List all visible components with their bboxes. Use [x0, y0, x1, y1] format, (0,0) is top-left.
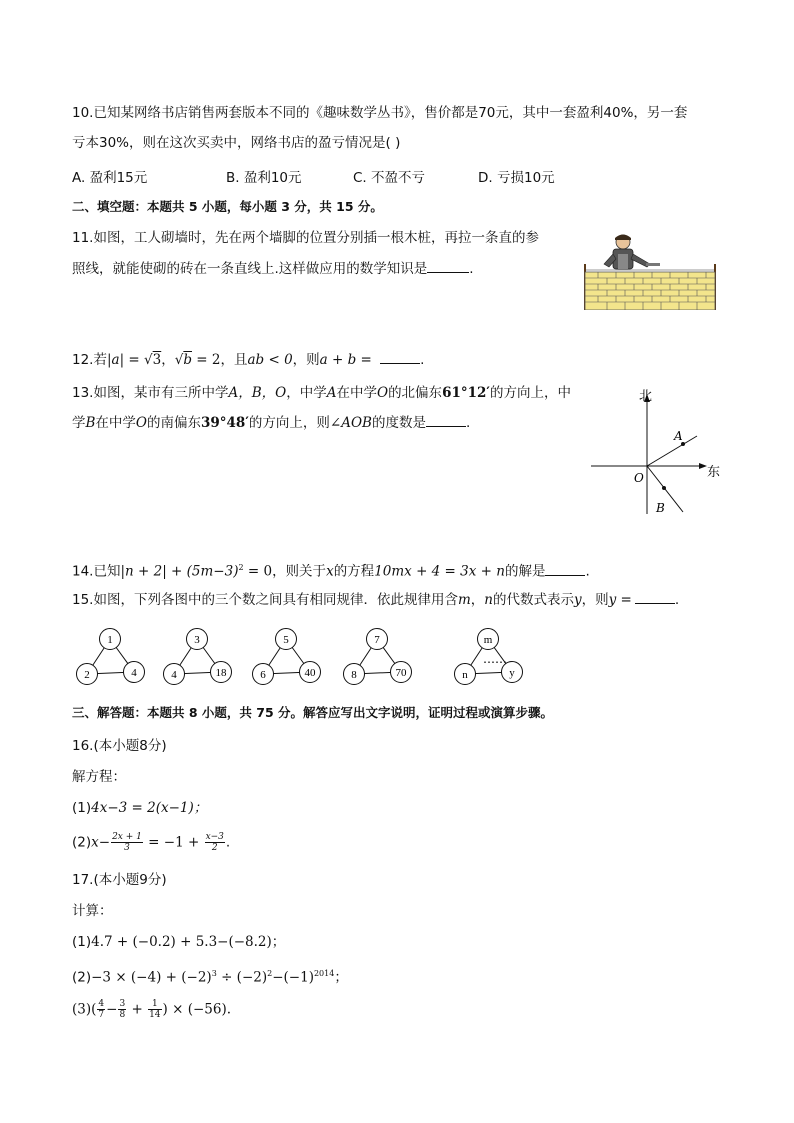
q17-part2	[72, 965, 348, 987]
east-label: 东	[707, 465, 721, 480]
q15-text-a: 15.如图，下列各图中的三个数之间具有相同规律．依此规律用含	[72, 592, 458, 608]
q17-part2-exp3: 2014	[313, 969, 335, 978]
q11-line2-text: 照线，就能使砌的砖在一条直线上.这样做应用的数学知识是	[72, 261, 428, 277]
triangle-pattern-figure	[70, 624, 540, 692]
q17-part3-end: ) × (−56).	[162, 1001, 232, 1018]
q14-text-d: ，则关于	[272, 563, 327, 580]
q15-var-n: n	[484, 592, 493, 608]
pattern-triangle-3	[253, 629, 321, 685]
q13-angle-aob: ∠AOB	[329, 415, 372, 431]
q15-line: 15.如图，下列各图中的三个数之间具有相同规律．依此规律用含m，n的代数式表示y，则y = .	[72, 592, 680, 608]
q17-minus: −	[106, 1001, 118, 1018]
q17-fraction3	[148, 999, 161, 1020]
q10-option-b: B. 盈利10元	[226, 170, 302, 186]
q14-answer-blank	[545, 563, 585, 576]
triangle-node-left-label: 8	[351, 669, 357, 681]
q15-answer-blank	[635, 591, 675, 604]
q17-frac2-numerator: 3	[119, 999, 126, 1009]
q16-title: 16.(本小题8分)	[72, 738, 167, 754]
triangle-node-left-label: 6	[260, 669, 266, 681]
section3-heading: 三、解答题：本题共 8 小题，共 75 分。解答应写出文字说明，证明过程或演算步骤。	[72, 705, 554, 720]
q10-option-d: D. 亏损10元	[478, 170, 555, 186]
q14-eq0: = 0	[243, 563, 273, 580]
q13-school-o2: O	[135, 415, 147, 431]
north-label: 北	[639, 389, 653, 404]
q12-condition: ab < 0	[247, 352, 293, 368]
q13-text-1h: 的方向上，中	[489, 385, 571, 401]
q12-expression: a + b =	[319, 352, 377, 368]
q10-line1: 10.已知某网络书店销售两套版本不同的《趣味数学丛书》，售价都是70元，其中一套盈利40%，另一套	[72, 105, 688, 121]
q17-plus: +	[127, 1001, 148, 1018]
q16-part2	[72, 832, 230, 853]
q17-frac3-denominator: 14	[149, 1010, 161, 1020]
q15-var-y: y	[573, 592, 582, 608]
pattern-triangle-1	[77, 629, 145, 685]
compass-diagram	[585, 380, 725, 520]
q12-sqrt3: √3	[144, 352, 162, 368]
q14-exponent: 2	[238, 563, 244, 572]
q17-frac2-denominator: 8	[119, 1010, 126, 1020]
q16-frac2-denominator: 2	[211, 843, 218, 853]
q11-answer-blank	[427, 260, 469, 273]
q17-part1-expression: 4.7 + (−0.2) + 5.3−(−8.2)；	[91, 934, 286, 950]
triangle-node-right-label: 4	[131, 667, 137, 679]
q13-angle2: 39°48′	[201, 415, 249, 431]
triangle-node-right-label: y	[509, 667, 515, 679]
pattern-ellipsis: ……	[483, 652, 507, 666]
q17-part1	[72, 933, 285, 951]
q17-part2-label: (2)	[72, 969, 92, 986]
q17-part3-label: (3)(	[72, 1001, 97, 1018]
section2-heading: 二、填空题：本题共 5 小题，每小题 3 分，共 15 分。	[72, 199, 383, 214]
q12-abs-a: |a| =	[106, 352, 145, 368]
q14-text-h: 的解是	[504, 563, 546, 580]
q12-sqrt3-radicand: 3	[152, 352, 162, 368]
q17-fraction2	[118, 999, 126, 1020]
q14-text-a: 14.已知	[72, 563, 121, 580]
q15-var-m: m	[457, 592, 471, 608]
q16-fraction2	[205, 832, 225, 853]
label-a: A	[674, 429, 683, 443]
q16-part2-x: x−	[91, 834, 111, 851]
q12-prefix: 12.若	[72, 352, 107, 368]
triangle-node-right-label: 70	[395, 667, 407, 679]
q11-line2: 照线，就能使砌的砖在一条直线上.这样做应用的数学知识是 .	[72, 261, 474, 277]
q17-part2-exp2: 2	[267, 969, 273, 978]
q10-option-c: C. 不盈不亏	[353, 170, 426, 186]
q13-text-2a: 学	[72, 415, 86, 431]
triangle-node-top-label: m	[483, 634, 493, 646]
triangle-node-left-label: n	[462, 669, 468, 681]
q15-text-c: ，	[470, 592, 485, 608]
q13-school-o: O	[376, 385, 389, 401]
triangle-node-top-label: 3	[194, 634, 200, 646]
q17-instruction: 计算：	[72, 903, 113, 919]
label-b: B	[656, 501, 665, 515]
q13-text-2h: 的度数是	[371, 415, 426, 431]
q13-text-1a: 13.如图，某市有三所中学	[72, 385, 229, 401]
q13-line2: 学B在中学O的南偏东39°48′的方向上，则∠AOB的度数是 .	[72, 415, 471, 431]
q16-frac1-denominator: 3	[124, 843, 130, 853]
pattern-triangle-4	[344, 629, 412, 685]
q16-frac1-numerator: 2x + 1	[112, 832, 142, 842]
q12-eq2: = 2，且	[192, 352, 248, 368]
q13-answer-blank	[426, 414, 466, 427]
ray-oa	[647, 436, 697, 466]
q11-line1: 11.如图，工人砌墙时，先在两个墙脚的位置分别插一根木桩，再拉一条直的参	[72, 230, 539, 246]
q13-text-1g: 的北偏东	[388, 385, 443, 401]
q16-part1-equation: 4x−3 = 2(x−1)；	[91, 800, 208, 816]
q17-frac1-denominator: 7	[98, 1010, 105, 1020]
q17-part3	[72, 999, 231, 1020]
q13-text-2c: 在中学	[95, 415, 136, 431]
q14-line: 14.已知$|n + 2| + (5m-3)^2 = 0$，则关于x的方程10mx + 4 = 3x + n的解是 .	[72, 563, 590, 580]
q17-frac1-numerator: 4	[98, 999, 105, 1009]
q10-line2: 亏本30%，则在这次买卖中，网络书店的盈亏情况是( )	[72, 135, 401, 151]
q10-option-a: A. 盈利15元	[72, 170, 148, 186]
q12-sqrtb: √b	[174, 352, 192, 368]
brick-wall	[585, 272, 715, 310]
q13-schools: A，B，O	[228, 385, 287, 401]
q16-part2-middle: = −1 +	[143, 834, 204, 851]
q12-sep: ，	[161, 352, 175, 368]
q14-equation: 10mx + 4 = 3x + n	[374, 563, 505, 580]
q16-instruction: 解方程：	[72, 769, 126, 785]
worker-hair	[615, 235, 631, 241]
q12-answer-blank	[380, 351, 420, 364]
q16-part1-label: (1)	[72, 800, 92, 816]
worker-apron	[618, 254, 628, 269]
q13-text-2e: 的南偏东	[147, 415, 201, 431]
triangle-node-top-label: 1	[107, 634, 113, 646]
q16-part1	[72, 799, 207, 817]
q17-part2-expr-b: ÷ (−2)	[216, 969, 268, 986]
q14-var-x: x	[326, 563, 334, 580]
triangle-node-right-label: 18	[215, 667, 227, 679]
pattern-triangle-2	[164, 629, 232, 685]
q16-fraction1	[111, 832, 143, 853]
q17-part2-end: ；	[334, 969, 348, 986]
q12-then: ，则	[292, 352, 320, 368]
east-arrow-icon	[699, 463, 707, 469]
point-b	[662, 486, 666, 490]
triangle-node-top-label: 7	[374, 634, 380, 646]
triangle-node-left-label: 4	[171, 669, 177, 681]
q16-part2-end: .	[225, 834, 231, 851]
q14-text-f: 的方程	[333, 563, 375, 580]
triangle-node-left-label: 2	[84, 669, 90, 681]
triangle-node-top-label: 5	[283, 634, 289, 646]
q17-fraction1	[97, 999, 105, 1020]
q13-school-a: A	[326, 385, 337, 401]
q15-text-g: ，则	[581, 592, 609, 608]
brick-wall-worker-image	[580, 232, 720, 310]
q17-title: 17.(本小题9分)	[72, 872, 167, 888]
q12-sqrtb-radicand: b	[183, 352, 192, 368]
q17-part2-expr-c: −(−1)	[272, 969, 314, 986]
q13-school-b: B	[85, 415, 96, 431]
q16-part2-label: (2)	[72, 834, 92, 851]
trowel	[646, 263, 660, 266]
q13-angle1: 61°12′	[442, 385, 490, 401]
q13-text-1c: ，中学	[286, 385, 327, 401]
triangle-node-right-label: 40	[304, 667, 316, 679]
q14-condition: |n + 2| + (5m−3)	[120, 563, 239, 580]
q17-frac3-numerator: 1	[148, 999, 161, 1010]
q12-line: 12.若|a| = √3，√b = 2，且ab < 0，则a + b = .	[72, 352, 425, 368]
q15-text-e: 的代数式表示	[492, 592, 574, 608]
label-o: O	[634, 471, 644, 485]
q15-expression: y =	[608, 592, 632, 608]
q13-text-2f: 的方向上，则	[248, 415, 330, 431]
q17-part1-label: (1)	[72, 934, 92, 950]
q13-text-1e: 在中学	[336, 385, 377, 401]
q13-line1	[72, 384, 571, 402]
q17-part2-expr-a: −3 × (−4) + (−2)	[91, 969, 212, 986]
q17-part2-exp1: 3	[211, 969, 217, 978]
q16-frac2-numerator: x−3	[205, 832, 224, 842]
